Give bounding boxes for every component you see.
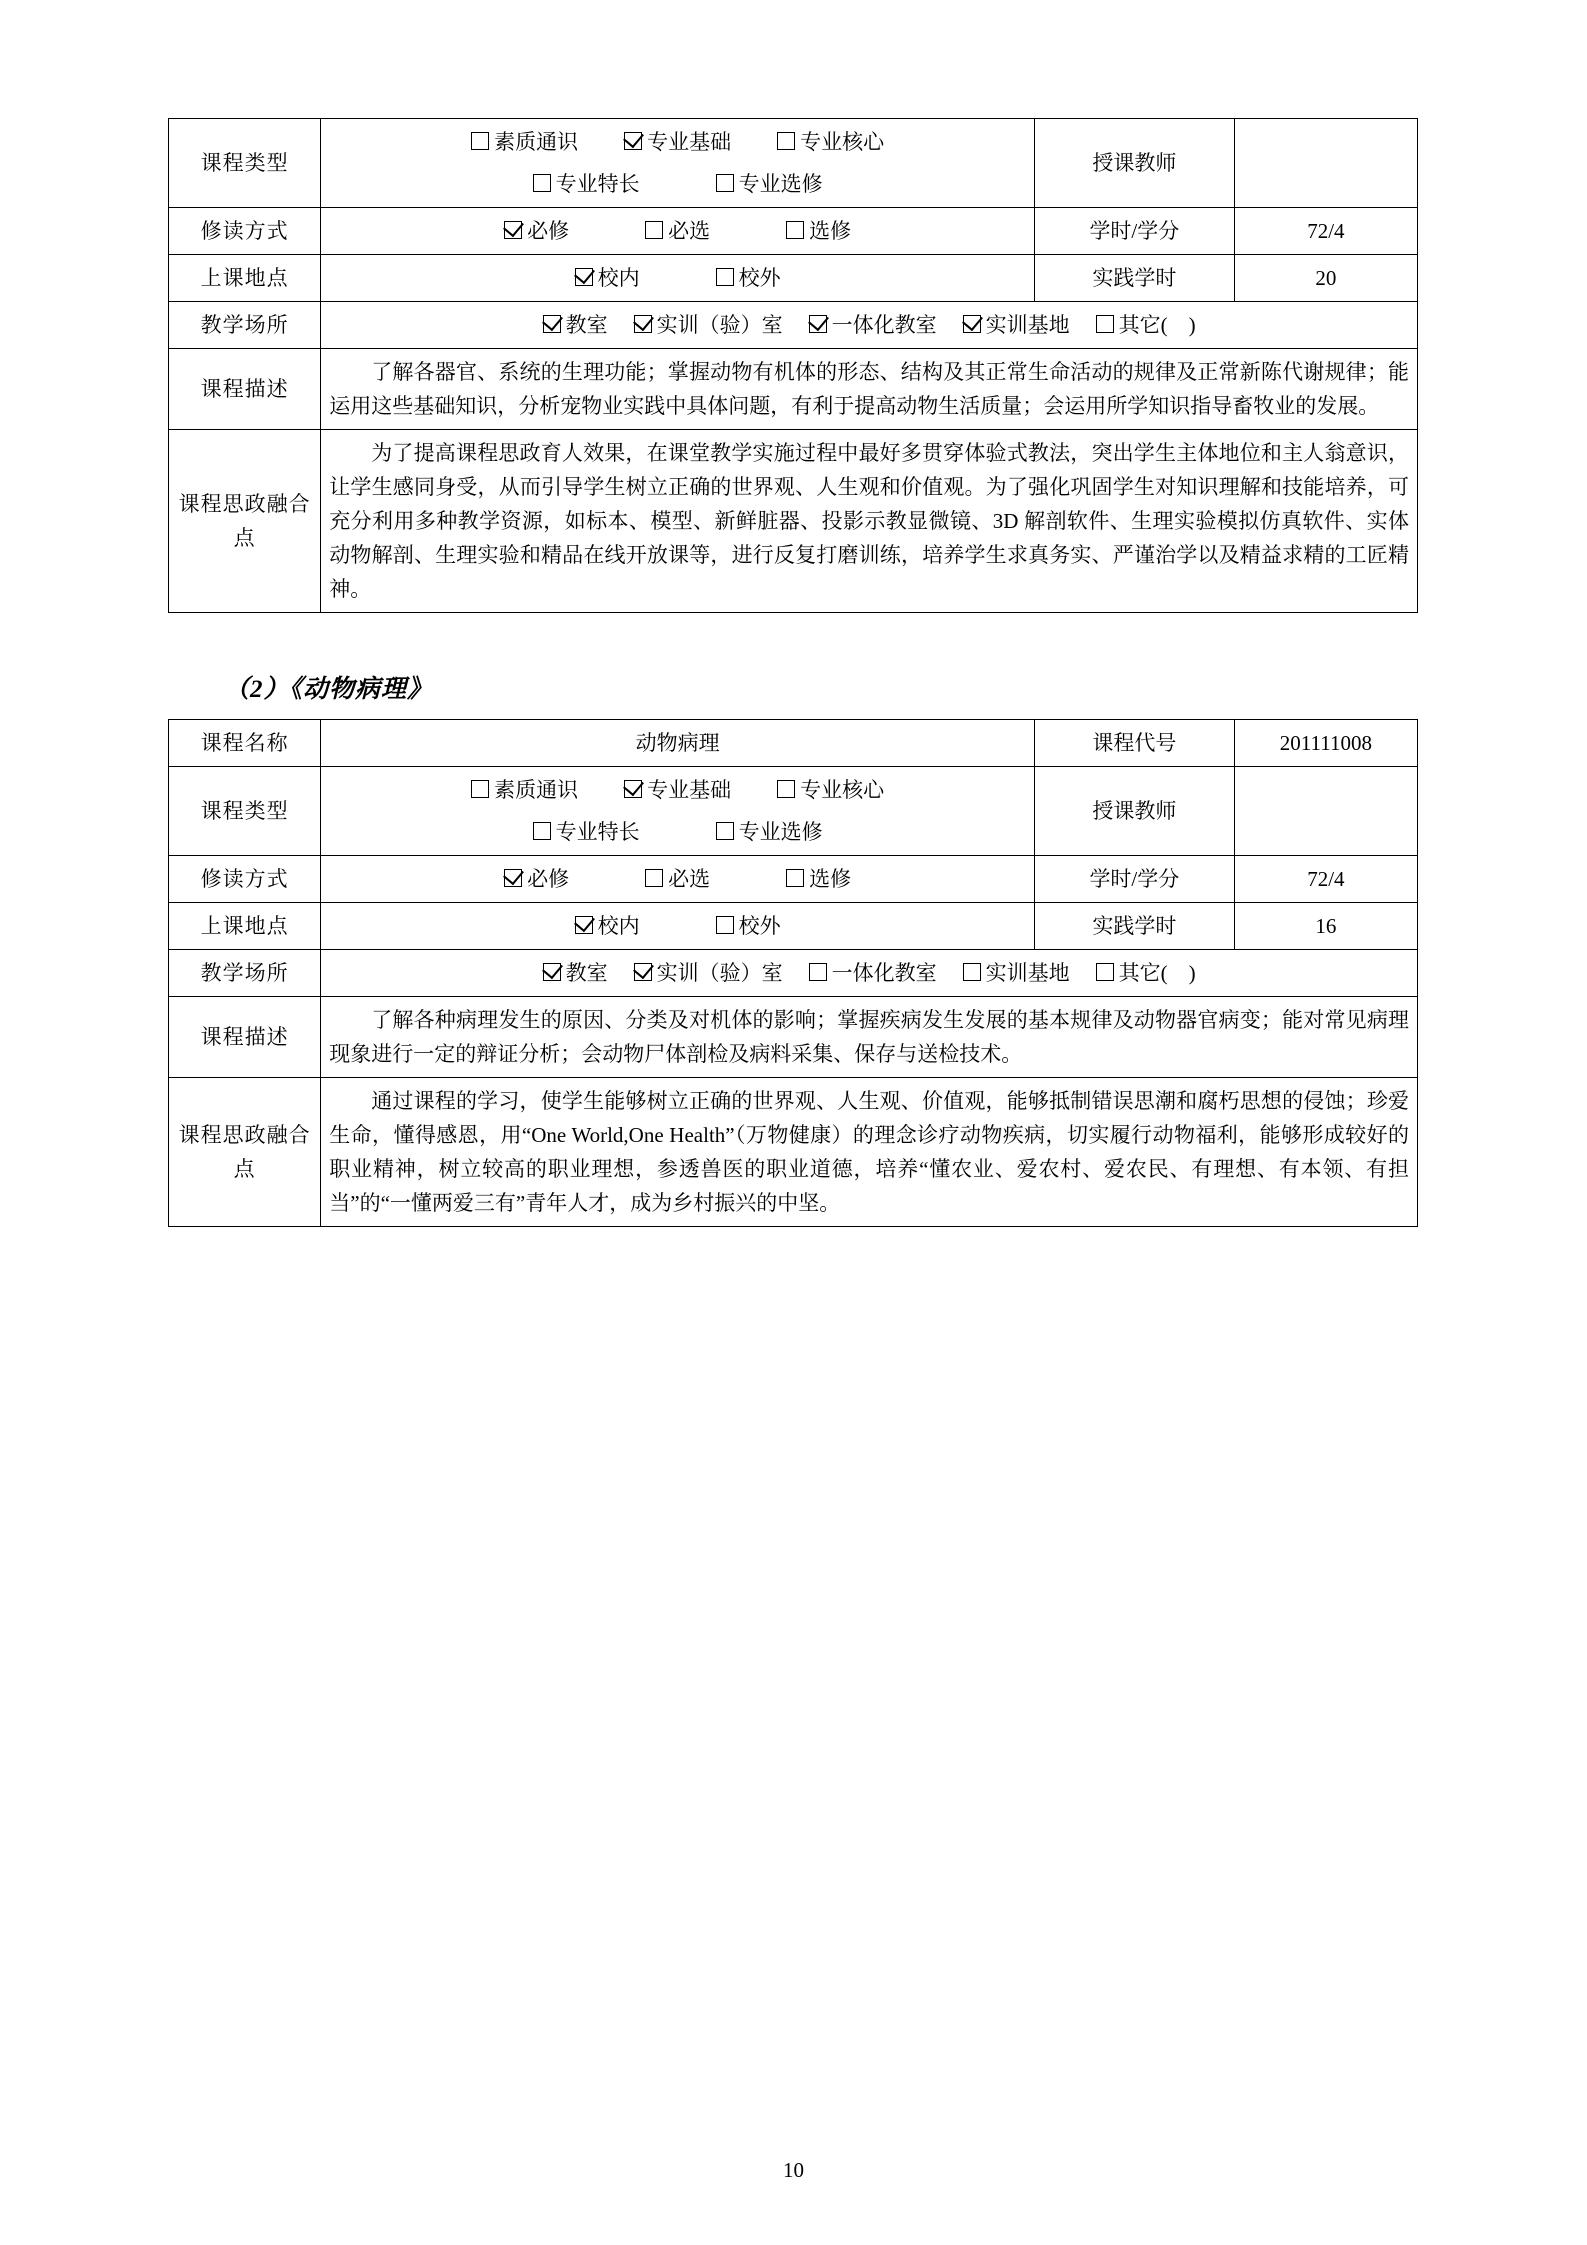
course-type-label: 课程类型: [169, 119, 321, 208]
checkbox-icon[interactable]: [716, 174, 734, 192]
study-mode-label: 修读方式: [169, 208, 321, 255]
checkbox-option-yitihuajiaoshi[interactable]: [809, 956, 937, 990]
teacher-label: 授课教师: [1034, 767, 1234, 856]
checkbox-option-bixuan[interactable]: [645, 862, 710, 896]
checkbox-option-zhuanyexuanxiu[interactable]: [716, 167, 823, 201]
option-label: 素质通识: [494, 130, 579, 154]
checkbox-option-yitihuajiaoshi[interactable]: [809, 308, 937, 342]
option-label: 必选: [668, 219, 711, 244]
table-row: [169, 1078, 1418, 1227]
study-mode-options: [321, 856, 1035, 903]
option-label: 专业核心: [800, 130, 885, 154]
venue-options: [321, 950, 1418, 997]
course-description-label: 课程描述: [169, 349, 321, 430]
table-row: [169, 997, 1418, 1078]
option-label: 校外: [738, 266, 781, 291]
table-row: [169, 903, 1418, 950]
checkbox-icon[interactable]: [716, 268, 734, 286]
course-description-text: 了解各器官、系统的生理功能；掌握动物有机体的形态、结构及其正常生命活动的规律及正常新陈代谢规律；能运用这些基础知识，分析宠物业实践中具体问题，有利于提高动物生活质量；会运用所学知识指导畜牧业的发展。: [321, 349, 1418, 430]
practice-hours-label: 实践学时: [1034, 903, 1234, 950]
checkbox-icon[interactable]: [777, 780, 795, 798]
option-label: 教室: [565, 313, 608, 338]
ideology-text: 通过课程的学习，使学生能够树立正确的世界观、人生观、价值观，能够抵制错误思潮和腐朽思想的侵蚀；珍爱生命，懂得感恩，用“One World,One Health”（万物健康）的理念诊疗动物疾病，切实履行动物福利，能够形成较好的职业精神，树立较高的职业理想，参透兽医的职业道德，培养“懂农业、爱农村、爱农民、有理想、有本领、有担当”的“一懂两爱三有”青年人才，成为乡村振兴的中坚。: [321, 1078, 1418, 1227]
checkbox-checked-icon[interactable]: [575, 268, 593, 286]
option-label: 校内: [597, 914, 640, 939]
option-label: 专业选修: [738, 820, 823, 845]
checkbox-option-zhuanyehexin[interactable]: [777, 125, 884, 159]
practice-hours-value: 16: [1234, 903, 1417, 950]
checkbox-option-xiaonei[interactable]: [575, 909, 640, 943]
course-type-options: [321, 767, 1035, 856]
checkbox-icon[interactable]: [533, 822, 551, 840]
location-options: [321, 255, 1035, 302]
location-label: 上课地点: [169, 255, 321, 302]
option-label: 教室: [565, 961, 608, 986]
option-label: 必修: [527, 867, 570, 892]
option-label: 校内: [597, 266, 640, 291]
course-description-label: 课程描述: [169, 997, 321, 1078]
checkbox-icon[interactable]: [716, 916, 734, 934]
option-label: 专业基础: [647, 130, 732, 154]
course-description-text: 了解各种病理发生的原因、分类及对机体的影响；掌握疾病发生发展的基本规律及动物器官病变；能对常见病理现象进行一定的辩证分析；会动物尸体剖检及病料采集、保存与送检技术。: [321, 997, 1418, 1078]
table-row: [169, 349, 1418, 430]
teacher-value: [1234, 767, 1417, 856]
table-row: [169, 720, 1418, 767]
course-table-1: [168, 118, 1418, 613]
option-label: 选修: [809, 219, 852, 244]
checkbox-checked-icon[interactable]: [575, 916, 593, 934]
checkbox-icon[interactable]: [471, 780, 489, 798]
option-label: 实训基地: [985, 961, 1070, 986]
hours-credits-value: 72/4: [1234, 208, 1417, 255]
checkbox-checked-icon[interactable]: [809, 315, 827, 333]
option-label: 其它( ): [1118, 313, 1196, 338]
checkbox-option-shixunjidi[interactable]: [963, 308, 1070, 342]
checkbox-icon[interactable]: [786, 869, 804, 887]
page-number: 10: [783, 2158, 804, 2182]
option-label: 专业核心: [800, 778, 885, 803]
checkbox-option-qita[interactable]: [1096, 308, 1196, 342]
checkbox-option-xiaowai[interactable]: [716, 261, 781, 295]
checkbox-checked-icon[interactable]: [624, 132, 642, 150]
checkbox-option-suzhitongshi[interactable]: [471, 125, 578, 159]
checkbox-icon[interactable]: [716, 822, 734, 840]
ideology-text: 为了提高课程思政育人效果，在课堂教学实施过程中最好多贯穿体验式教法，突出学生主体地位和主人翁意识，让学生感同身受，从而引导学生树立正确的世界观、人生观和价值观。为了强化巩固学生对知识理解和技能培养，可充分利用多种教学资源，如标本、模型、新鲜脏器、投影示教显微镜、3D 解剖软件、生理实验模拟仿真软件、实体动物解剖、生理实验和精品在线开放课等，进行反复打磨训练，培养学生求真务实、严谨治学以及精益求精的工匠精神。: [321, 430, 1418, 613]
table-row: [169, 430, 1418, 613]
table-row: [169, 856, 1418, 903]
checkbox-icon[interactable]: [809, 963, 827, 981]
checkbox-icon[interactable]: [777, 132, 795, 150]
option-label: 专业特长: [555, 820, 640, 845]
checkbox-option-zhuanyejichu[interactable]: [624, 125, 731, 159]
option-label: 必修: [527, 219, 570, 244]
location-options: [321, 903, 1035, 950]
checkbox-option-zhuanyetechang[interactable]: [533, 815, 640, 849]
checkbox-icon[interactable]: [1096, 315, 1114, 333]
option-label: 专业选修: [738, 172, 823, 197]
checkbox-icon[interactable]: [645, 869, 663, 887]
option-label: 素质通识: [494, 778, 579, 803]
hours-credits-value: 72/4: [1234, 856, 1417, 903]
hours-credits-label: 学时/学分: [1034, 208, 1234, 255]
course-type-label: 课程类型: [169, 767, 321, 856]
option-label: 一体化教室: [831, 961, 937, 986]
checkbox-icon[interactable]: [645, 221, 663, 239]
table-row: [169, 208, 1418, 255]
study-mode-label: 修读方式: [169, 856, 321, 903]
checkbox-icon[interactable]: [786, 221, 804, 239]
study-mode-options: [321, 208, 1035, 255]
table-row: [169, 119, 1418, 208]
course-code-label: 课程代号: [1034, 720, 1234, 767]
option-label: 实训基地: [985, 313, 1070, 338]
checkbox-checked-icon[interactable]: [963, 315, 981, 333]
course-name-label: 课程名称: [169, 720, 321, 767]
venue-options: [321, 302, 1418, 349]
checkbox-option-xiaonei[interactable]: [575, 261, 640, 295]
checkbox-checked-icon[interactable]: [634, 315, 652, 333]
table-row: [169, 255, 1418, 302]
hours-credits-label: 学时/学分: [1034, 856, 1234, 903]
section-heading-course2: （2）《动物病理》: [224, 676, 434, 704]
checkbox-option-bixiu[interactable]: [504, 862, 569, 896]
checkbox-option-zhuanyejichu[interactable]: [624, 773, 731, 807]
practice-hours-label: 实践学时: [1034, 255, 1234, 302]
option-label: 专业基础: [647, 778, 732, 803]
option-label: 校外: [738, 914, 781, 939]
checkbox-checked-icon[interactable]: [634, 963, 652, 981]
teacher-label: 授课教师: [1034, 119, 1234, 208]
checkbox-option-xiaowai[interactable]: [716, 909, 781, 943]
checkbox-option-jiaoshi[interactable]: [543, 956, 608, 990]
course-type-options: [321, 119, 1035, 208]
checkbox-checked-icon[interactable]: [624, 780, 642, 798]
checkbox-option-shixunjidi[interactable]: [963, 956, 1070, 990]
location-label: 上课地点: [169, 903, 321, 950]
checkbox-icon[interactable]: [533, 174, 551, 192]
checkbox-checked-icon[interactable]: [504, 869, 522, 887]
checkbox-option-xuanxiu[interactable]: [786, 862, 851, 896]
option-label: 专业特长: [555, 172, 640, 197]
venue-label: 教学场所: [169, 950, 321, 997]
option-label: 实训（验）室: [656, 313, 783, 338]
venue-label: 教学场所: [169, 302, 321, 349]
checkbox-option-shixunshi[interactable]: [634, 956, 783, 990]
option-label: 其它( ): [1118, 961, 1196, 986]
course-name-value: 动物病理: [321, 720, 1035, 767]
checkbox-option-zhuanyexuanxiu[interactable]: [716, 815, 823, 849]
ideology-label: 课程思政融合点: [169, 1078, 321, 1227]
checkbox-option-bixiu[interactable]: [504, 214, 569, 248]
checkbox-icon[interactable]: [1096, 963, 1114, 981]
checkbox-option-jiaoshi[interactable]: [543, 308, 608, 342]
course-code-value: 201111008: [1234, 720, 1417, 767]
checkbox-option-shixunshi[interactable]: [634, 308, 783, 342]
teacher-value: [1234, 119, 1417, 208]
option-label: 必选: [668, 867, 711, 892]
checkbox-checked-icon[interactable]: [504, 221, 522, 239]
checkbox-option-zhuanyetechang[interactable]: [533, 167, 640, 201]
practice-hours-value: 20: [1234, 255, 1417, 302]
checkbox-checked-icon[interactable]: [543, 315, 561, 333]
checkbox-checked-icon[interactable]: [543, 963, 561, 981]
table-row: [169, 950, 1418, 997]
option-label: 实训（验）室: [656, 961, 783, 986]
checkbox-option-bixuan[interactable]: [645, 214, 710, 248]
checkbox-option-qita[interactable]: [1096, 956, 1196, 990]
ideology-label: 课程思政融合点: [169, 430, 321, 613]
checkbox-option-xuanxiu[interactable]: [786, 214, 851, 248]
checkbox-icon[interactable]: [471, 132, 489, 150]
checkbox-icon[interactable]: [963, 963, 981, 981]
table-row: [169, 767, 1418, 856]
course-table-2: [168, 719, 1418, 1227]
checkbox-option-suzhitongshi[interactable]: [471, 773, 578, 807]
option-label: 选修: [809, 867, 852, 892]
checkbox-option-zhuanyehexin[interactable]: [777, 773, 884, 807]
table-row: [169, 302, 1418, 349]
option-label: 一体化教室: [831, 313, 937, 338]
